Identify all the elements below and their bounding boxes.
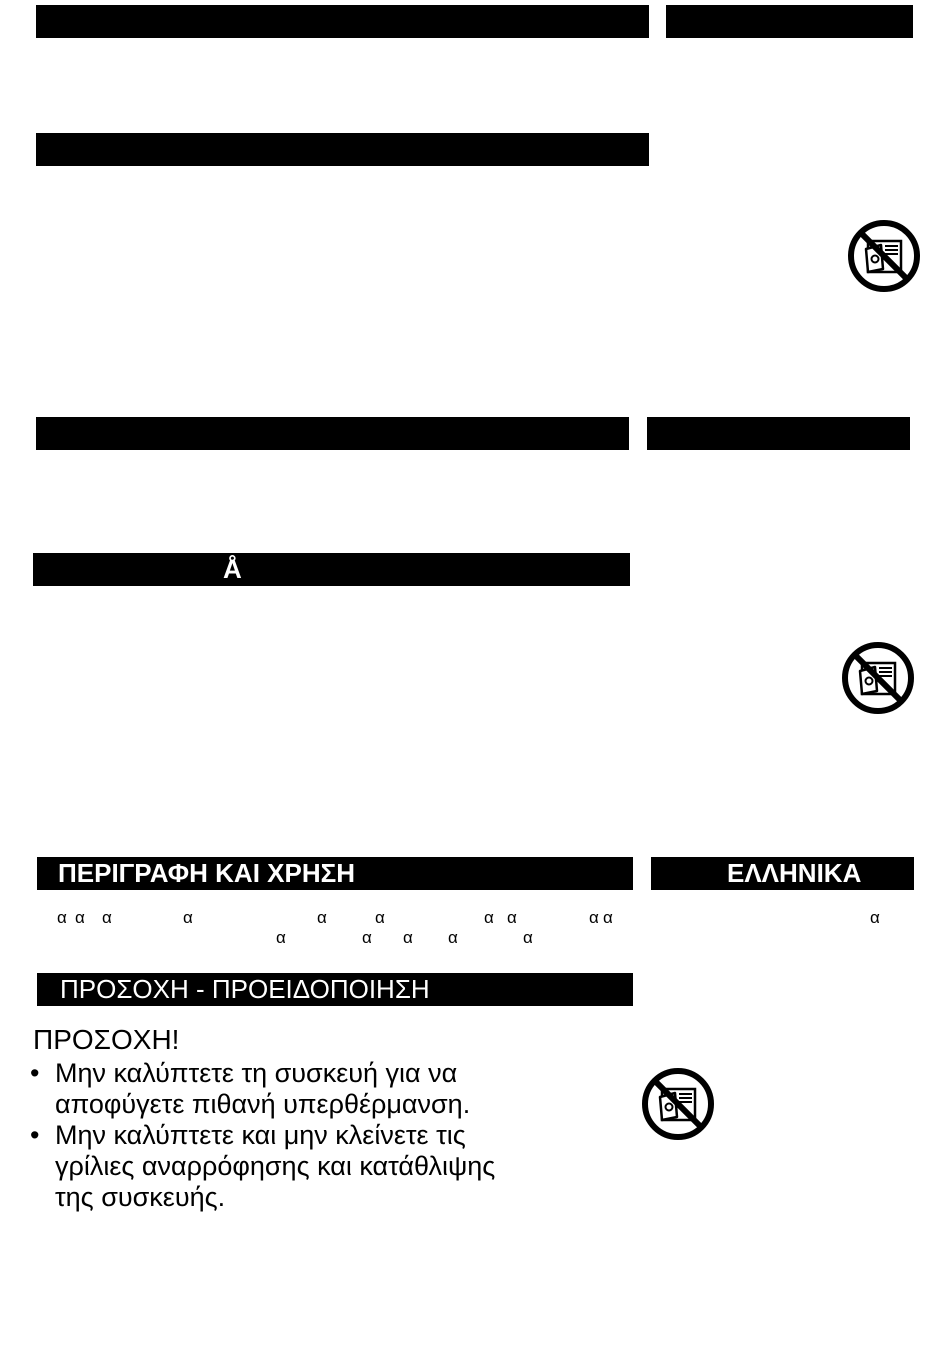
text-fragment: α [448, 928, 458, 947]
bullet-icon: • [30, 1058, 40, 1088]
description-title: ΠΕΡΙΓΡΑΦΗ ΚΑΙ ΧΡΗΣΗ [58, 858, 355, 888]
text-fragment: α [276, 928, 286, 947]
section-header-bar [36, 5, 649, 38]
list-item-line: γρίλιες αναρρόφησης και κατάθλιψης [55, 1151, 496, 1181]
text-fragment: α [57, 908, 67, 927]
language-label: ΕΛΛΗΝΙΚΑ [727, 858, 862, 888]
list-item [30, 1058, 620, 1120]
do-not-cover-icon [641, 1067, 715, 1141]
warning-title: ΠΡΟΣΟΧΗ - ΠΡΟΕΙΔΟΠΟΙΗΣΗ [60, 974, 430, 1004]
list-item-line: της συσκευής. [55, 1182, 226, 1212]
text-fragment: α [589, 908, 599, 927]
text-fragment: α [403, 928, 413, 947]
bullet-icon: • [30, 1120, 40, 1150]
text-fragment: α [375, 908, 385, 927]
section-header-label: Å [223, 554, 242, 584]
text-fragment: α [870, 908, 880, 927]
warning-header-bar [37, 973, 633, 1006]
text-fragment: α [102, 908, 112, 927]
list-item [30, 1120, 620, 1213]
list-item-line: αποφύγετε πιθανή υπερθέρμανση. [55, 1089, 471, 1119]
language-header-bar [651, 857, 914, 890]
list-item-line: Μην καλύπτετε και μην κλείνετε τις [55, 1120, 466, 1150]
language-header-bar [666, 5, 913, 38]
text-fragment: α [75, 908, 85, 927]
section-header-bar [36, 417, 629, 450]
text-fragment: α [183, 908, 193, 927]
do-not-cover-icon [841, 641, 915, 715]
description-header-bar [37, 857, 633, 890]
section-header-bar [33, 553, 630, 586]
caution-heading: ΠΡΟΣΟΧΗ! [33, 1024, 180, 1055]
text-fragment: α [362, 928, 372, 947]
do-not-cover-icon [847, 219, 921, 293]
text-fragment: α [317, 908, 327, 927]
text-fragment: α [507, 908, 517, 927]
text-fragment: α [484, 908, 494, 927]
language-header-bar [647, 417, 910, 450]
list-item-line: Μην καλύπτετε τη συσκευή για να [55, 1058, 458, 1088]
warning-list [30, 1058, 620, 1213]
section-header-bar [36, 133, 649, 166]
text-fragment: α [603, 908, 613, 927]
text-fragment: α [523, 928, 533, 947]
